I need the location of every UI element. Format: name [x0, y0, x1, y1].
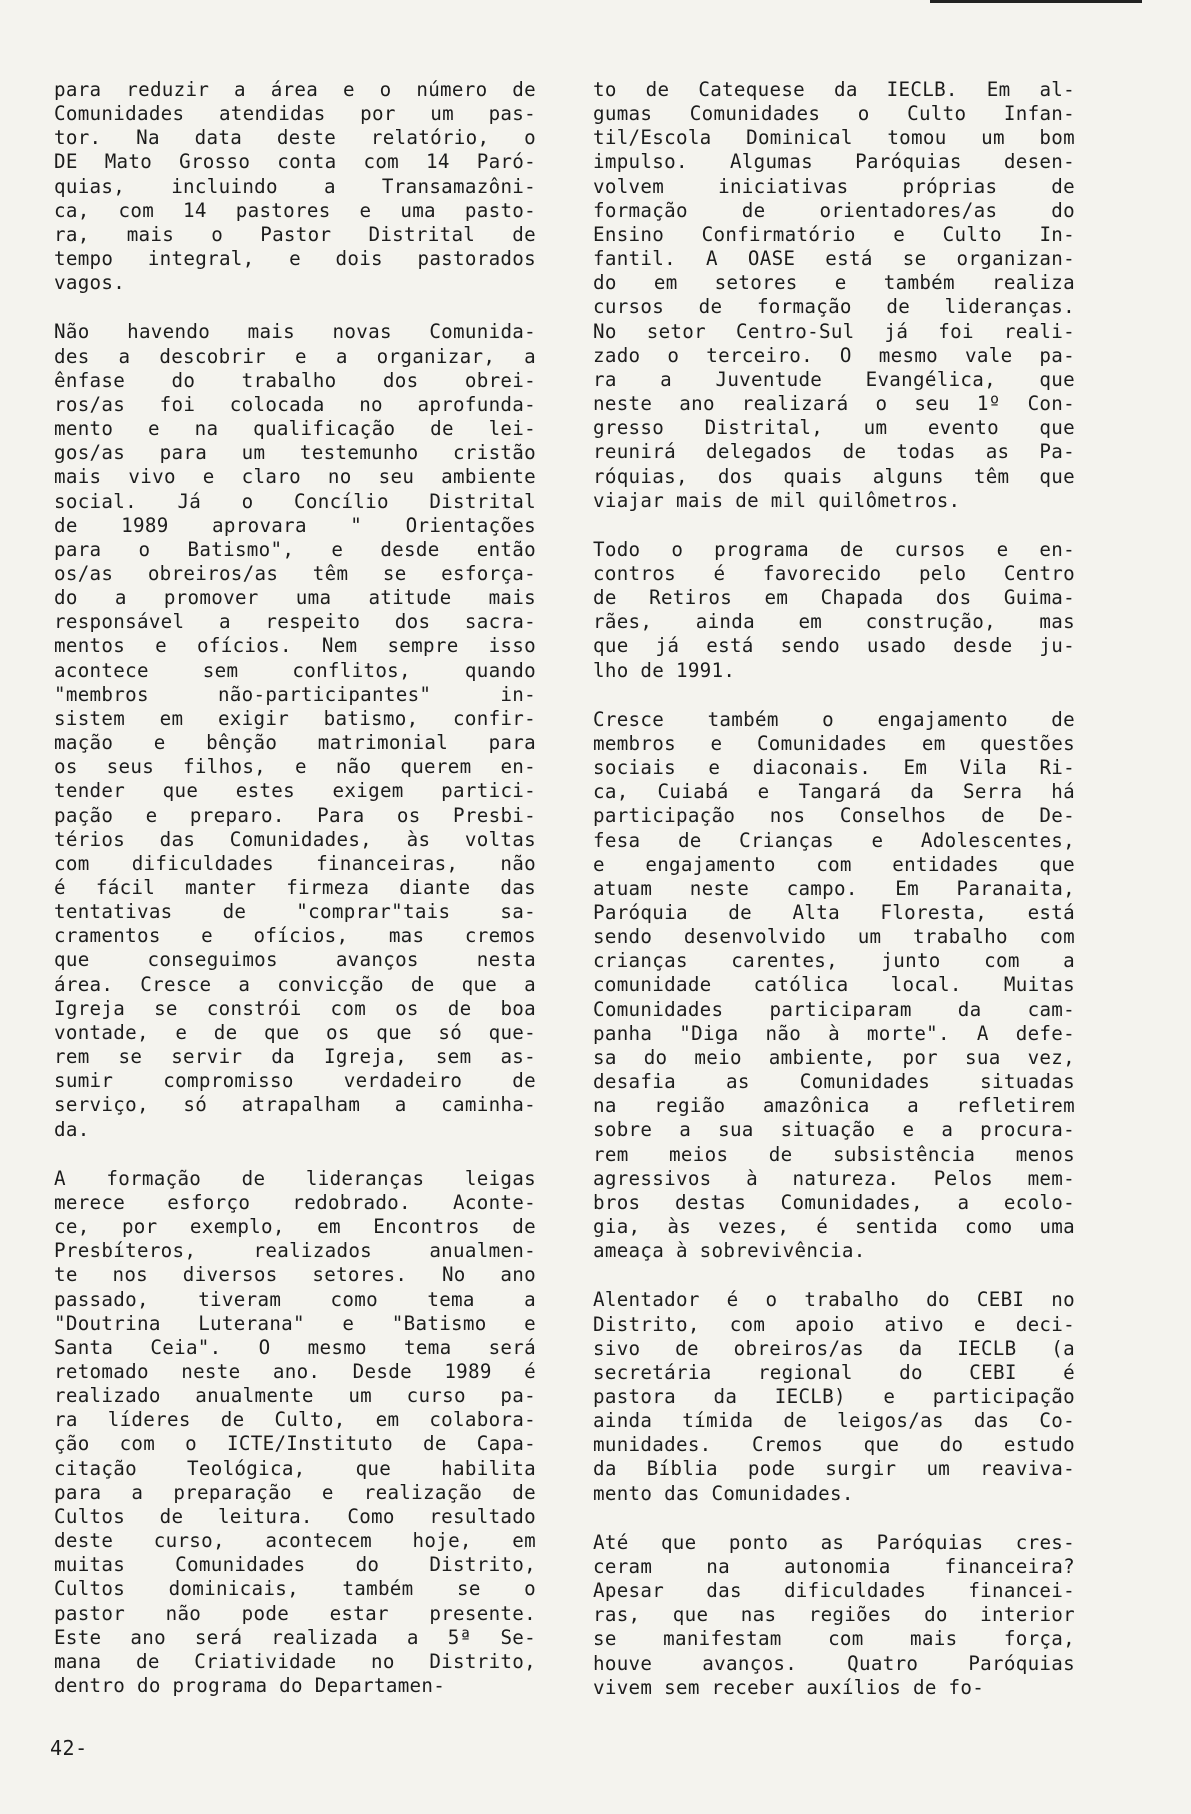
- text-line: participação nos Conselhos de De-: [593, 804, 1075, 828]
- text-line: A formação de lideranças leigas: [54, 1166, 536, 1190]
- text-line: se manifestam com mais força,: [593, 1627, 1075, 1651]
- paragraph: [593, 78, 1075, 513]
- text-line: Presbíteros, realizados anualmen-: [54, 1239, 536, 1263]
- text-line: ros/as foi colocada no aprofunda-: [54, 392, 536, 416]
- text-line: atuam neste campo. Em Paranaita,: [593, 876, 1075, 900]
- paragraph: [54, 320, 536, 1141]
- text-line: mento e na qualificação de lei-: [54, 417, 536, 441]
- text-line: na região amazônica a refletirem: [593, 1094, 1075, 1118]
- paragraph: [593, 708, 1075, 1264]
- text-line: volvem iniciativas próprias de: [593, 174, 1075, 198]
- text-line: Não havendo mais novas Comunida-: [54, 320, 536, 344]
- text-line: lho de 1991.: [593, 658, 736, 682]
- text-line: impulso. Algumas Paróquias desen-: [593, 150, 1075, 174]
- text-line: para reduzir a área e o número de: [54, 78, 536, 101]
- text-line: Apesar das dificuldades financei-: [593, 1579, 1075, 1603]
- text-line: ra a Juventude Evangélica, que: [593, 367, 1075, 391]
- text-line: retomado neste ano. Desde 1989 é: [54, 1359, 536, 1383]
- text-line: passado, tiveram como tema a: [54, 1287, 536, 1311]
- text-line: sumir compromisso verdadeiro de: [54, 1069, 536, 1093]
- text-line: da.: [54, 1117, 90, 1141]
- text-line: Comunidades atendidas por um pas-: [54, 102, 536, 126]
- text-line: viajar mais de mil quilômetros.: [593, 488, 961, 512]
- text-line: gos/as para um testemunho cristão: [54, 441, 536, 465]
- text-line: área. Cresce a convicção de que a: [54, 972, 536, 996]
- text-line: rães, ainda em construção, mas: [593, 610, 1075, 634]
- text-line: Ensino Confirmatório e Culto In-: [593, 222, 1075, 246]
- text-line: sendo desenvolvido um trabalho com: [593, 925, 1075, 949]
- text-line: citação Teológica, que habilita: [54, 1456, 536, 1480]
- text-line: zado o terceiro. O mesmo vale pa-: [593, 343, 1075, 367]
- text-line: rem meios de subsistência menos: [593, 1142, 1075, 1166]
- text-line: houve avanços. Quatro Paróquias: [593, 1651, 1075, 1675]
- text-line: vivem sem receber auxílios de fo-: [593, 1675, 985, 1699]
- text-line: fantil. A OASE está se organizan-: [593, 247, 1075, 271]
- text-line: "Doutrina Luterana" e "Batismo e: [54, 1311, 536, 1335]
- text-line: realizado anualmente um curso pa-: [54, 1384, 536, 1408]
- text-line: ce, por exemplo, em Encontros de: [54, 1215, 536, 1239]
- top-rule: [930, 0, 1142, 3]
- right-column: [593, 78, 1075, 1725]
- text-line: sociais e diaconais. Em Vila Ri-: [593, 756, 1075, 780]
- paragraph: [54, 78, 536, 295]
- text-line: formação de orientadores/as do: [593, 198, 1075, 222]
- paragraph: [593, 1288, 1075, 1505]
- text-line: responsável a respeito dos sacra-: [54, 610, 536, 634]
- text-line: mento das Comunidades.: [593, 1481, 854, 1505]
- text-line: "membros não-participantes" in-: [54, 682, 536, 706]
- paragraph: [593, 538, 1075, 683]
- text-line: tentativas de "comprar"tais sa-: [54, 900, 536, 924]
- text-line: pação e preparo. Para os Presbi-: [54, 803, 536, 827]
- text-line: te nos diversos setores. No ano: [54, 1263, 536, 1287]
- text-line: cursos de formação de lideranças.: [593, 295, 1075, 319]
- text-line: sistem em exigir batismo, confir-: [54, 706, 536, 730]
- page-number: 42-: [50, 1736, 88, 1760]
- text-line: rem se servir da Igreja, sem as-: [54, 1045, 536, 1069]
- text-line: muitas Comunidades do Distrito,: [54, 1553, 536, 1577]
- text-line: ra líderes de Culto, em colabora-: [54, 1408, 536, 1432]
- text-line: e engajamento com entidades que: [593, 852, 1075, 876]
- text-line: reunirá delegados de todas as Pa-: [593, 440, 1075, 464]
- text-line: fesa de Crianças e Adolescentes,: [593, 828, 1075, 852]
- text-line: róquias, dos quais alguns têm que: [593, 464, 1075, 488]
- text-line: Paróquia de Alta Floresta, está: [593, 901, 1075, 924]
- text-line: que já está sendo usado desde ju-: [593, 634, 1075, 658]
- paragraph: [593, 1531, 1075, 1700]
- text-line: com dificuldades financeiras, não: [54, 851, 536, 875]
- text-line: tender que estes exigem partici-: [54, 779, 536, 803]
- text-line: Todo o programa de cursos e en-: [593, 537, 1075, 561]
- text-line: merece esforço redobrado. Aconte-: [54, 1190, 536, 1214]
- paragraph: [54, 1167, 536, 1698]
- text-line: Cultos de leitura. Como resultado: [54, 1504, 536, 1528]
- text-line: ameaça à sobrevivência.: [593, 1239, 866, 1263]
- text-line: ra, mais o Pastor Distrital de: [54, 222, 536, 246]
- text-line: cramentos e ofícios, mas cremos: [54, 924, 536, 948]
- text-line: acontece sem conflitos, quando: [54, 658, 536, 682]
- text-line: ras, que nas regiões do interior: [593, 1603, 1075, 1627]
- text-line: vagos.: [54, 271, 126, 295]
- text-line: é fácil manter firmeza diante das: [54, 876, 536, 899]
- text-line: serviço, só atrapalham a caminha-: [54, 1093, 536, 1117]
- text-line: mentos e ofícios. Nem sempre isso: [54, 634, 536, 658]
- text-line: ainda tímida de leigos/as das Co-: [593, 1409, 1075, 1433]
- text-line: dentro do programa do Departamen-: [54, 1674, 446, 1697]
- text-line: deste curso, acontecem hoje, em: [54, 1529, 536, 1553]
- text-line: de 1989 aprovara " Orientações: [54, 513, 536, 537]
- text-line: os/as obreiros/as têm se esforça-: [54, 561, 536, 585]
- text-line: Santa Ceia". O mesmo tema será: [54, 1335, 536, 1359]
- text-line: mação e bênção matrimonial para: [54, 731, 536, 755]
- text-line: No setor Centro-Sul já foi reali-: [593, 319, 1075, 343]
- text-line: vontade, e de que os que só que-: [54, 1020, 536, 1044]
- text-line: Cultos dominicais, também se o: [54, 1577, 536, 1601]
- text-line: mana de Criatividade no Distrito,: [54, 1649, 536, 1673]
- text-line: membros e Comunidades em questões: [593, 731, 1075, 755]
- text-line: bros destas Comunidades, a ecolo-: [593, 1190, 1075, 1214]
- text-line: tempo integral, e dois pastorados: [54, 247, 536, 271]
- text-line: pastor não pode estar presente.: [54, 1601, 536, 1625]
- text-line: sa do meio ambiente, por sua vez,: [593, 1045, 1075, 1069]
- text-line: panha "Diga não à morte". A defe-: [593, 1021, 1075, 1045]
- text-line: Alentador é o trabalho do CEBI no: [593, 1288, 1075, 1312]
- text-line: os seus filhos, e não querem en-: [54, 755, 536, 779]
- text-line: Distrito, com apoio ativo e deci-: [593, 1312, 1075, 1336]
- text-line: ca, com 14 pastores e uma pasto-: [54, 198, 536, 222]
- text-line: da Bíblia pode surgir um reaviva-: [593, 1457, 1075, 1481]
- text-line: pastora da IECLB) e participação: [593, 1384, 1075, 1408]
- text-line: des a descobrir e a organizar, a: [54, 344, 536, 368]
- text-line: térios das Comunidades, às voltas: [54, 827, 536, 851]
- text-line: comunidade católica local. Muitas: [593, 973, 1075, 997]
- text-line: sobre a sua situação e a procura-: [593, 1118, 1075, 1142]
- text-line: para o Batismo", e desde então: [54, 537, 536, 561]
- text-line: Até que ponto as Paróquias cres-: [593, 1530, 1075, 1554]
- text-line: mais vivo e claro no seu ambiente: [54, 465, 536, 489]
- text-line: DE Mato Grosso conta com 14 Paró-: [54, 150, 536, 174]
- text-line: quias, incluindo a Transamazôni-: [54, 174, 536, 198]
- text-line: ceram na autonomia financeira?: [593, 1554, 1075, 1578]
- text-line: tor. Na data deste relatório, o: [54, 126, 536, 150]
- text-line: de Retiros em Chapada dos Guima-: [593, 586, 1075, 610]
- text-line: contros é favorecido pelo Centro: [593, 561, 1075, 585]
- text-line: munidades. Cremos que do estudo: [593, 1433, 1075, 1457]
- text-line: Igreja se constrói com os de boa: [54, 996, 536, 1020]
- text-line: que conseguimos avanços nesta: [54, 948, 536, 972]
- text-line: do em setores e também realiza: [593, 271, 1075, 295]
- text-line: sivo de obreiros/as da IECLB (a: [593, 1336, 1075, 1360]
- text-line: Este ano será realizada a 5ª Se-: [54, 1625, 536, 1649]
- left-column: [54, 78, 536, 1723]
- text-line: secretária regional do CEBI é: [593, 1360, 1075, 1384]
- text-line: para a preparação e realização de: [54, 1480, 536, 1504]
- text-line: social. Já o Concílio Distrital: [54, 489, 536, 513]
- text-line: gumas Comunidades o Culto Infan-: [593, 102, 1075, 126]
- text-line: to de Catequese da IECLB. Em al-: [593, 78, 1075, 101]
- text-line: ca, Cuiabá e Tangará da Serra há: [593, 780, 1075, 804]
- text-line: gia, às vezes, é sentida como uma: [593, 1215, 1075, 1239]
- text-line: til/Escola Dominical tomou um bom: [593, 126, 1075, 150]
- text-line: crianças carentes, junto com a: [593, 949, 1075, 973]
- text-line: neste ano realizará o seu 1º Con-: [593, 392, 1075, 416]
- text-line: desafia as Comunidades situadas: [593, 1070, 1075, 1094]
- text-line: do a promover uma atitude mais: [54, 586, 536, 610]
- text-line: Cresce também o engajamento de: [593, 707, 1075, 731]
- text-line: Comunidades participaram da cam-: [593, 997, 1075, 1021]
- text-line: ção com o ICTE/Instituto de Capa-: [54, 1432, 536, 1456]
- text-line: agressivos à natureza. Pelos mem-: [593, 1166, 1075, 1190]
- text-line: ênfase do trabalho dos obrei-: [54, 368, 536, 392]
- text-line: gresso Distrital, um evento que: [593, 416, 1075, 440]
